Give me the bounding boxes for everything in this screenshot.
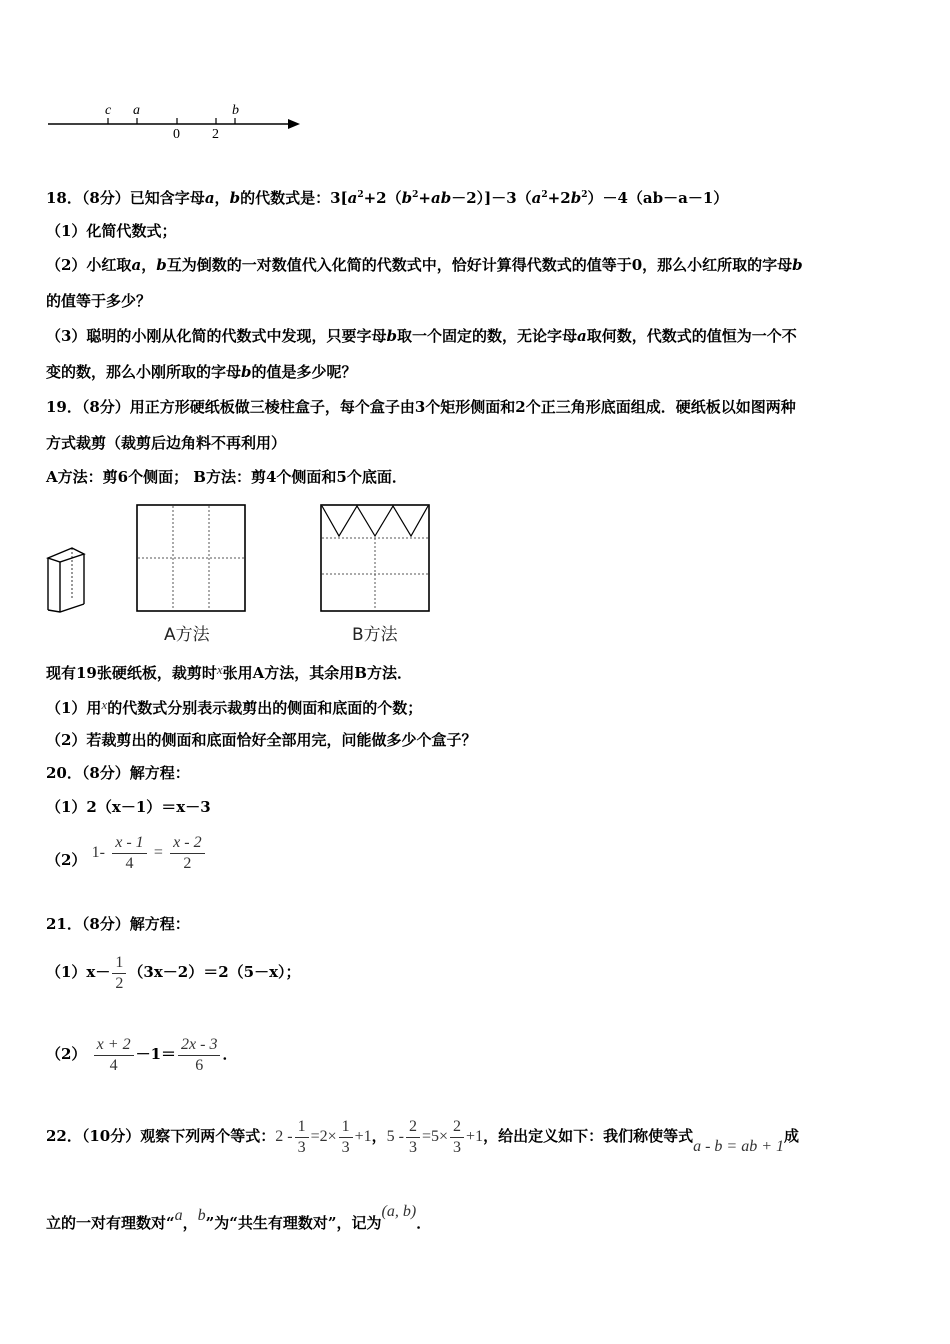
q21-fraction-1: $\frac{x + 2}{4}$	[94, 1036, 134, 1075]
q18-part2-cont: 的值等于多少？	[46, 292, 152, 310]
label-b: b	[232, 103, 239, 118]
q19-line4: 现有19张硬纸板，裁剪时x张用A方法，其余用B方法．	[46, 662, 412, 682]
q21-part2: （2） $\frac{x + 2}{4}$ －1＝ $\frac{2x - 3}{6}$ ．	[46, 1035, 238, 1074]
method-b-caption: B方法	[352, 625, 398, 645]
label-two: 2	[212, 127, 219, 142]
triangular-prism-figure	[44, 544, 90, 616]
method-a-diagram	[136, 504, 248, 614]
q22-eq1-frac2: $\frac{1}{3}$	[339, 1118, 353, 1157]
q18-part3: （3）聪明的小刚从化简的代数式中发现，只要字母b取一个固定的数，无论字母a取何数，代数式的值恒为一个不	[46, 327, 797, 345]
q22-eq2-frac2: $\frac{2}{3}$	[450, 1118, 464, 1157]
q21-fraction-half: $\frac{1}{2}$	[112, 954, 126, 993]
q19-line2: 方式裁剪（裁剪后边角料不再利用）	[46, 434, 287, 452]
q19-part2: （2）若裁剪出的侧面和底面恰好全部用完，问能做多少个盒子？	[46, 731, 477, 749]
q22-line2: 立的一对有理数对“a，b”为“共生有理数对”，记为(a, b)．	[46, 1203, 432, 1232]
q18-header: 18．（8分）已知含字母a，b的代数式是：$3[a^2+2(b^2+ab-2)]-3(a^2+2b^2)-4(ab-a-1)$	[46, 189, 729, 207]
number-line-arrow	[288, 119, 300, 129]
q18-part1: （1）化简代数式；	[46, 222, 177, 240]
q21-part1: （1）x－ $\frac{1}{2}$ （3x－2）＝2（5－x）；	[46, 953, 301, 992]
label-zero: 0	[173, 127, 180, 142]
q22-eq2-frac1: $\frac{2}{3}$	[406, 1118, 420, 1157]
q20-header: 20．（8分）解方程：	[46, 764, 190, 782]
q19-line1: 19．（8分）用正方形硬纸板做三棱柱盒子，每个盒子由3个矩形侧面和2个正三角形底面组成．硬纸板以如图两种	[46, 398, 796, 416]
number-line-figure	[44, 96, 306, 146]
q22-definition-equation: a - b = ab + 1	[693, 1138, 785, 1155]
q21-header: 21．（8分）解方程：	[46, 915, 190, 933]
method-b-diagram	[320, 504, 432, 614]
q21-fraction-2: $\frac{2x - 3}{6}$	[178, 1036, 220, 1075]
q18-part2: （2）小红取a，b互为倒数的一对数值代入化简的代数式中，恰好计算得代数式的值等于0，那么小红所取的字母b	[46, 256, 803, 274]
q20-fraction-1: $\frac{x - 1}{4}$	[112, 834, 146, 873]
label-c: c	[105, 103, 112, 118]
method-a-caption: A方法	[164, 625, 210, 645]
q22-eq1-frac1: $\frac{1}{3}$	[295, 1118, 309, 1157]
q18-part3-cont: 变的数，那么小刚所取的字母b的值是多少呢？	[46, 363, 357, 381]
q19-line3: A方法：剪6个侧面； B方法：剪4个侧面和5个底面．	[46, 468, 407, 486]
q19-part1: （1）用x的代数式分别表示裁剪出的侧面和底面的个数；	[46, 697, 423, 717]
q22-pair-notation: (a, b)	[381, 1203, 417, 1220]
q20-part1: （1）2（x－1）＝x－3	[46, 798, 211, 816]
q20-part2: （2） 1- $\frac{x - 1}{4}$ = $\frac{x - 2}{2}$	[46, 830, 207, 882]
q22-line1: 22．（10分）观察下列两个等式：2 - $\frac{1}{3}$ =2× $\frac{1}{3}$ +1，5 - $\frac{2}{3}$ =5× $\frac{2}{3}$ +1，给出定义如下：我们称使等式a - b = ab + 1成	[46, 1117, 800, 1156]
label-a: a	[133, 103, 140, 118]
q20-fraction-2: $\frac{x - 2}{2}$	[170, 834, 204, 873]
